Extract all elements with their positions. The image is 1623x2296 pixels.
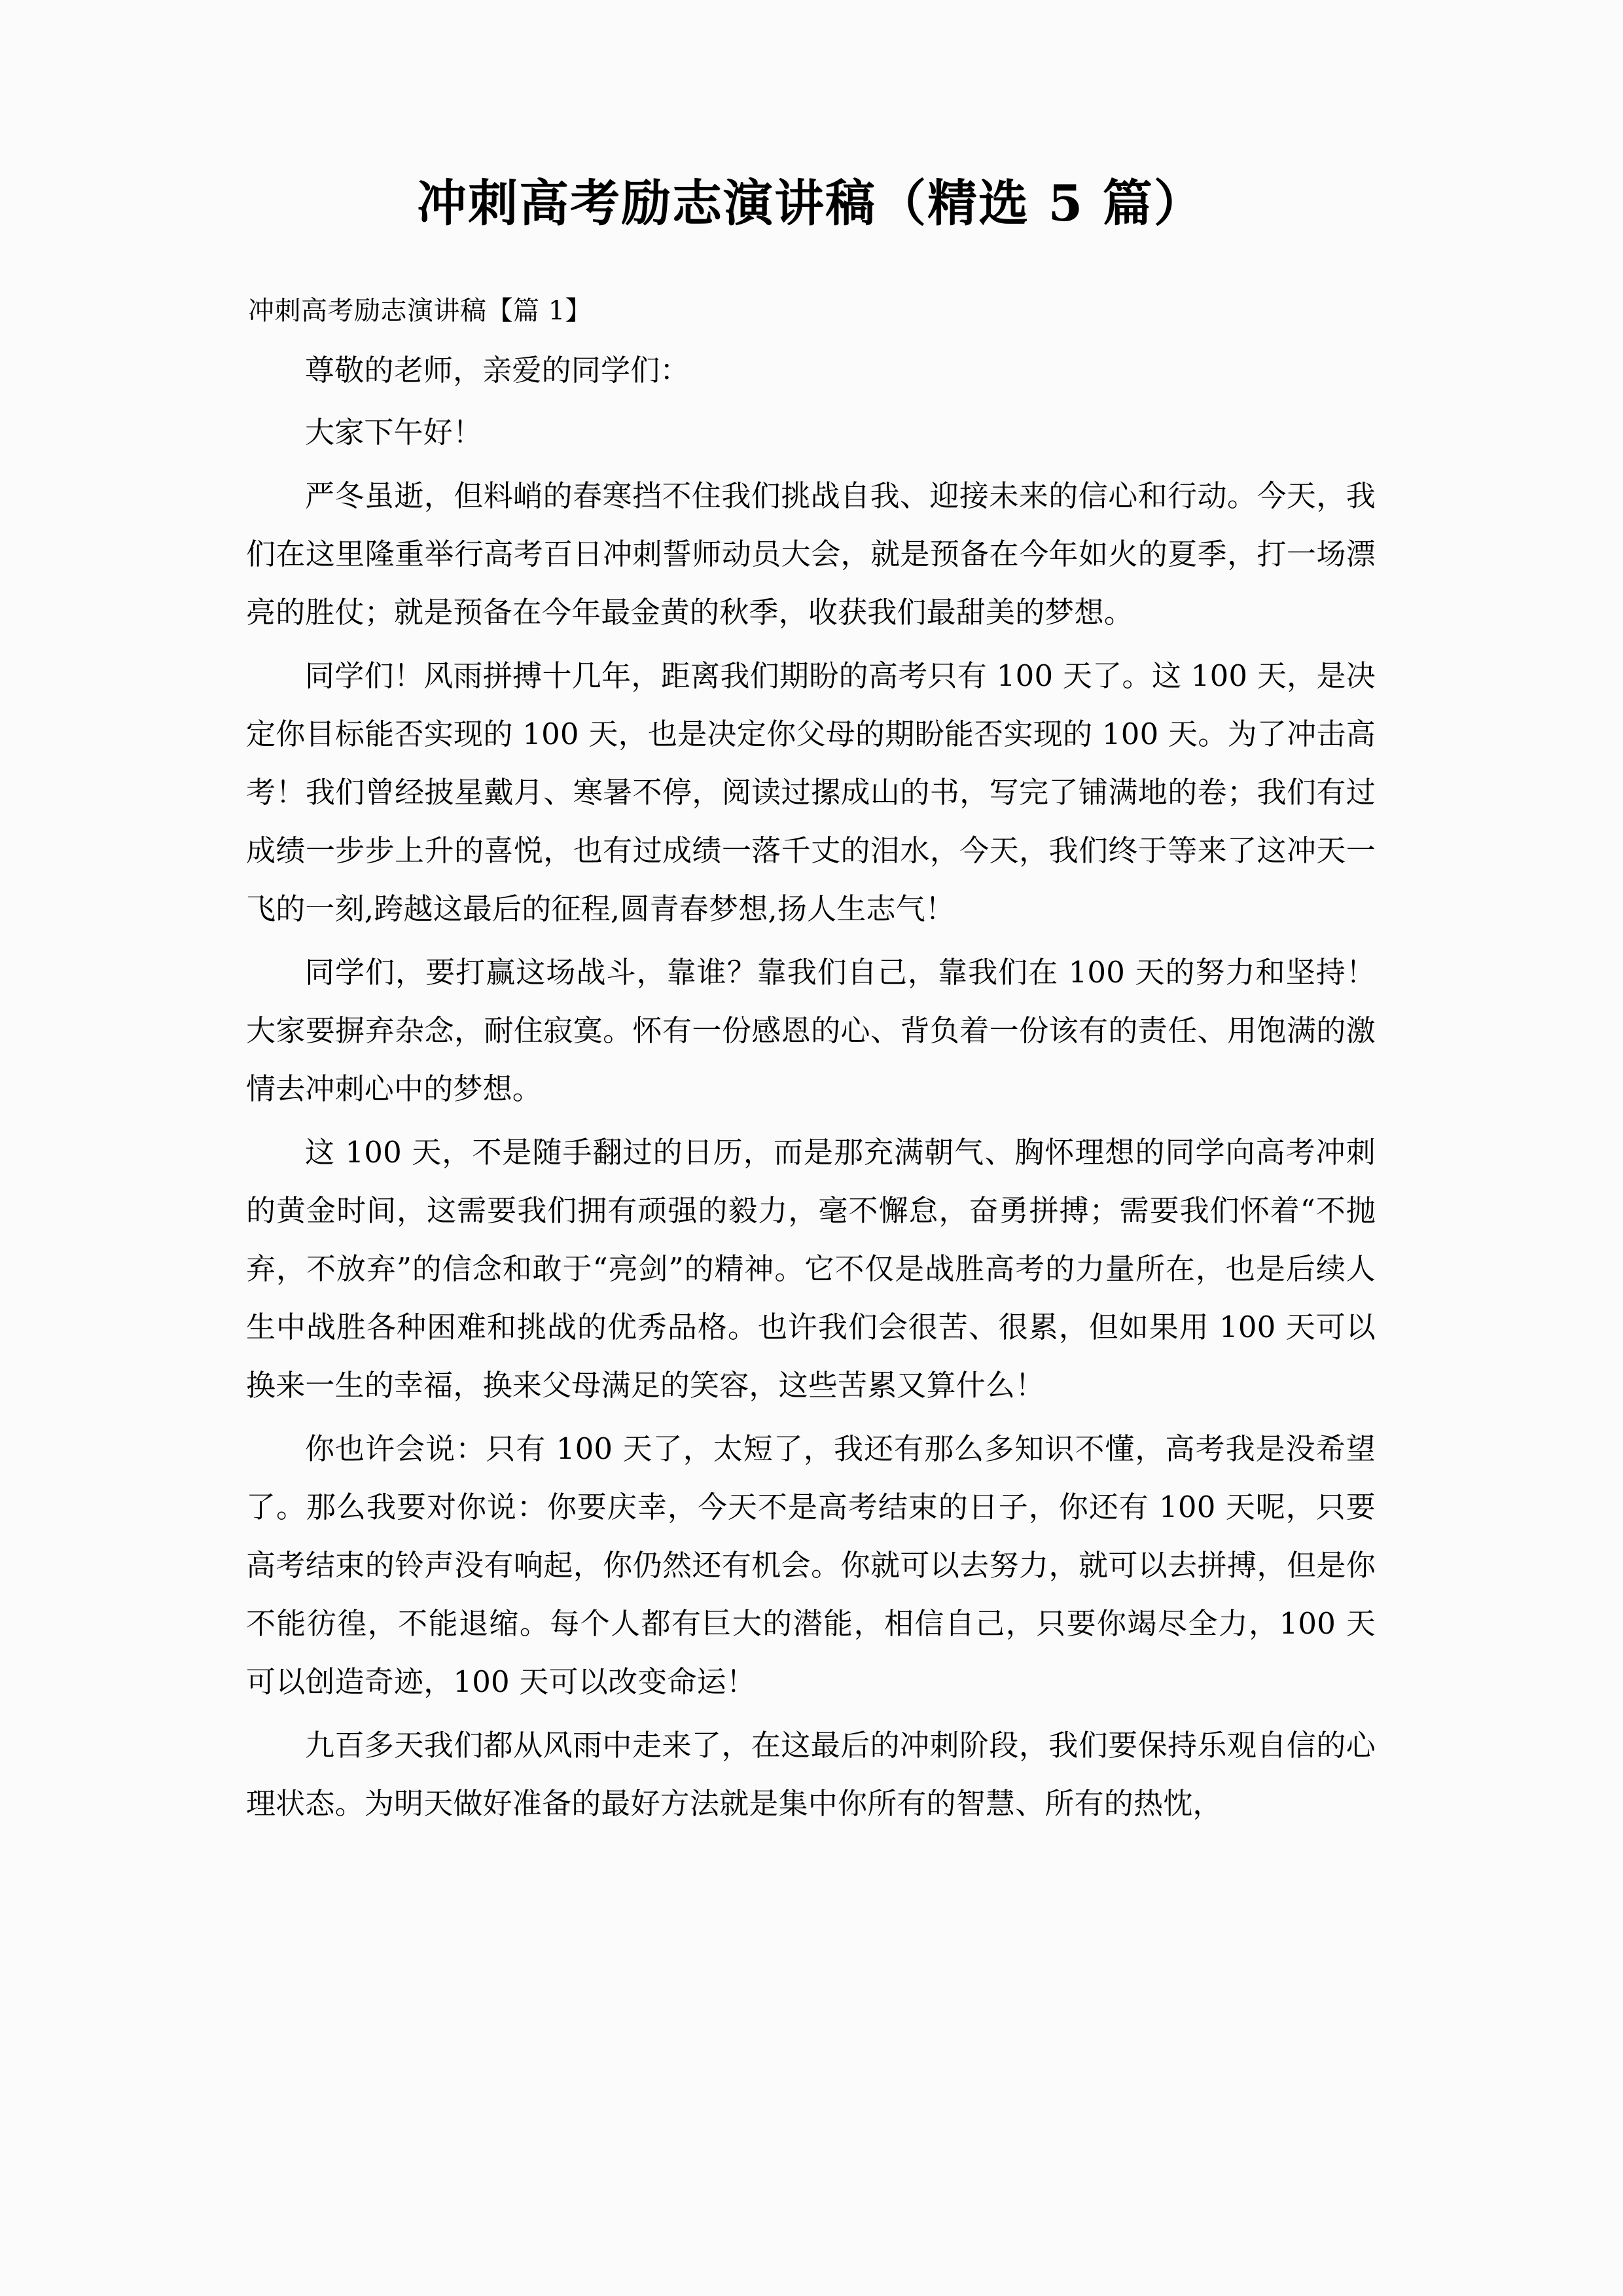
paragraph-greeting: 大家下午好！ — [305, 415, 483, 450]
document-content — [246, 0, 1376, 1833]
page-title: 冲刺高考励志演讲稿（精选 5 篇） — [417, 174, 1205, 232]
paragraph-body-3: 同学们，要打赢这场战斗，靠谁？靠我们自己，靠我们在 100 天的努力和坚持！大家要摒弃杂念，耐住寂寞。怀有一份感恩的心、背负着一份该有的责任、用饱满的激情去冲刺心中的梦想。 — [246, 955, 1376, 1107]
paragraph-body-6: 九百多天我们都从风雨中走来了，在这最后的冲刺阶段，我们要保持乐观自信的心理状态。为明天做好准备的最好方法就是集中你所有的智慧、所有的热忱， — [246, 1728, 1376, 1821]
section-heading: 冲刺高考励志演讲稿【篇 1】 — [248, 296, 592, 327]
paragraph-body-2: 同学们！风雨拼搏十几年，距离我们期盼的高考只有 100 天了。这 100 天，是决定你目标能否实现的 100 天，也是决定你父母的期盼能否实现的 100 天。为了冲击高考！我们曾经披星戴月、寒暑不停，阅读过摞成山的书，写完了铺满地的卷；我们有过成绩一步步上升的喜悦，也有过成绩一落千丈的泪水，今天，我们终于等来了这冲天一飞的一刻,跨越这最后的征程,圆青春梦想,扬人生志气！ — [246, 658, 1376, 927]
paragraph-body-1: 严冬虽逝，但料峭的春寒挡不住我们挑战自我、迎接未来的信心和行动。今天，我们在这里隆重举行高考百日冲刺誓师动员大会，就是预备在今年如火的夏季，打一场漂亮的胜仗；就是预备在今年最金黄的秋季，收获我们最甜美的梦想。 — [246, 478, 1376, 630]
paragraph-salutation: 尊敬的老师，亲爱的同学们： — [305, 353, 690, 388]
paragraph-body-5: 你也许会说：只有 100 天了，太短了，我还有那么多知识不懂，高考我是没希望了。那么我要对你说：你要庆幸，今天不是高考结束的日子，你还有 100 天呢，只要高考结束的铃声没有响起，你仍然还有机会。你就可以去努力，就可以去拼搏，但是你不能彷徨，不能退缩。每个人都有巨大的潜能，相信自己，只要你竭尽全力，100 天可以创造奇迹，100 天可以改变命运！ — [246, 1431, 1376, 1700]
paragraph-body-4: 这 100 天，不是随手翻过的日历，而是那充满朝气、胸怀理想的同学向高考冲刺的黄金时间，这需要我们拥有顽强的毅力，毫不懈怠，奋勇拼搏；需要我们怀着“不抛弃，不放弃”的信念和敢于“亮剑”的精神。它不仅是战胜高考的力量所在，也是后续人生中战胜各种困难和挑战的优秀品格。也许我们会很苦、很累，但如果用 100 天可以换来一生的幸福，换来父母满足的笑容，这些苦累又算什么！ — [246, 1135, 1376, 1403]
